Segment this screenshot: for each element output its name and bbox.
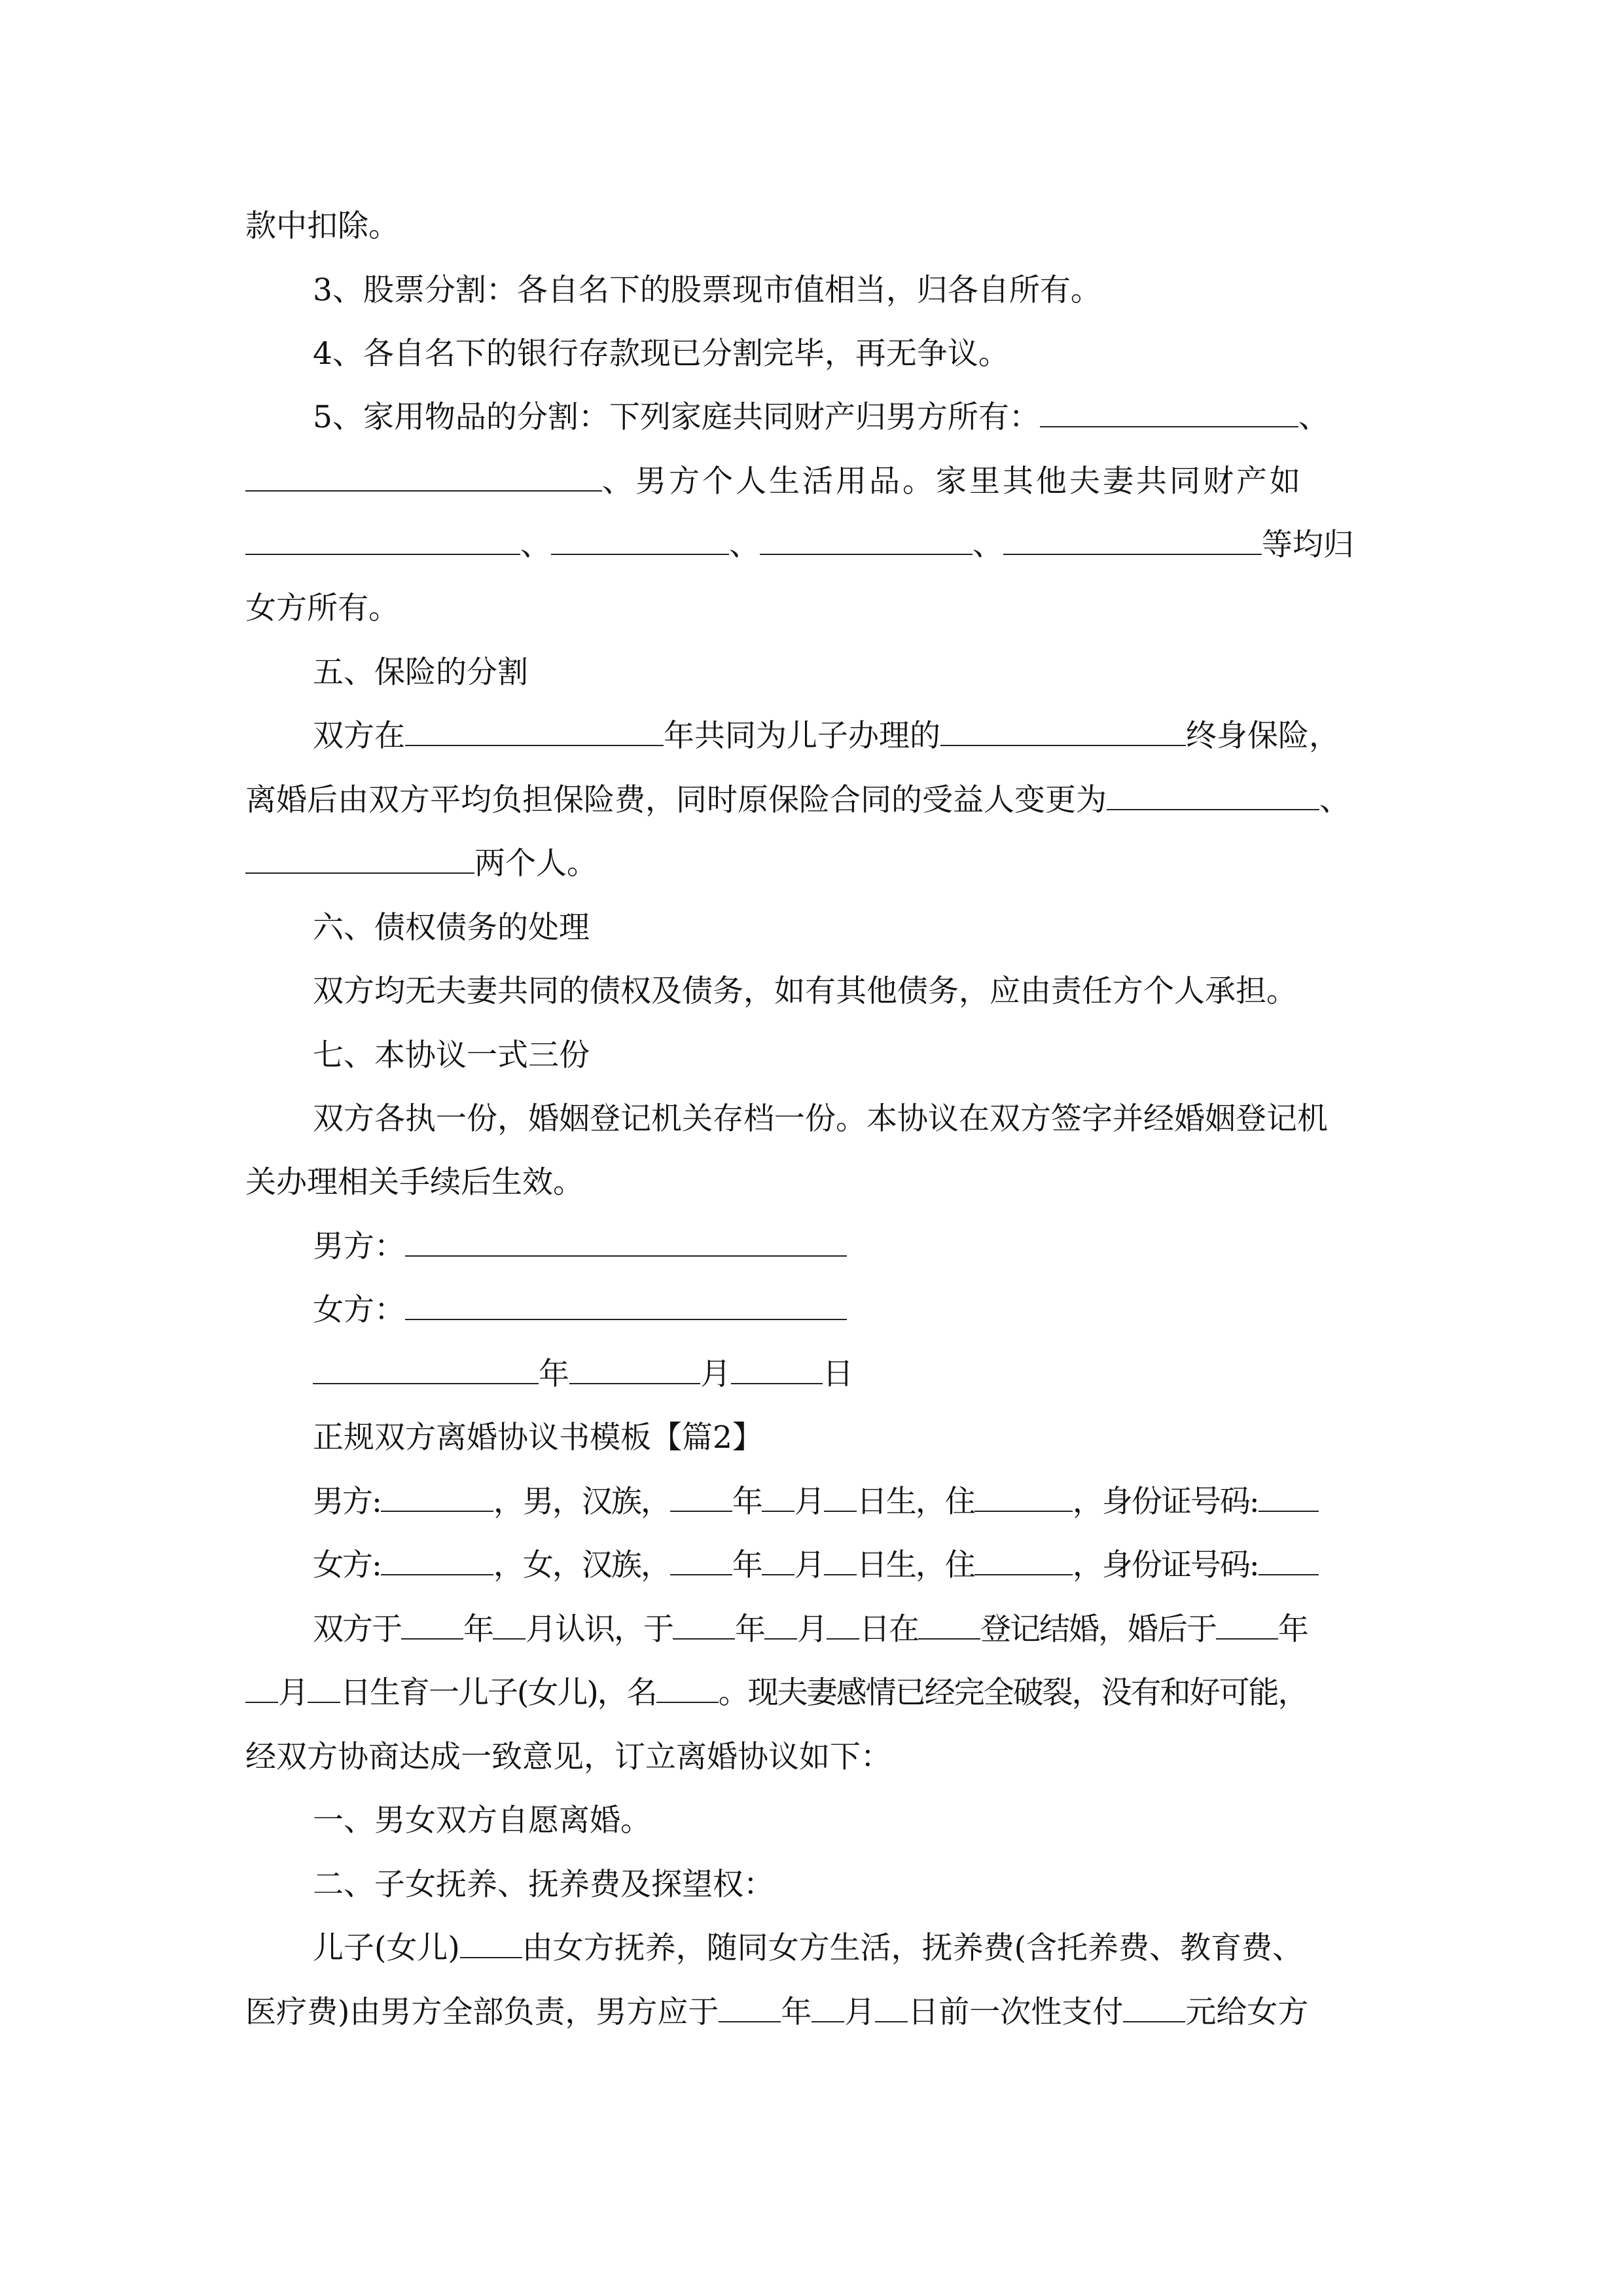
blank-field[interactable]	[974, 1549, 1073, 1575]
blank-field[interactable]	[245, 1677, 278, 1703]
blank-field[interactable]	[405, 720, 664, 746]
blank-field[interactable]	[1107, 784, 1319, 810]
text-line: 双方各执一份，婚姻登记机关存档一份。本协议在双方签字并经婚姻登记机	[313, 1101, 1328, 1137]
text-line: 款中扣除。	[245, 208, 399, 244]
text-line: 医疗费)由男方全部负责，男方应于 年 月 日前一次性支付 元给女方	[245, 1994, 1309, 2030]
text-line: 男方: ，男，汉族， 年 月 日生，住 ，身份证号码:	[313, 1482, 1319, 1522]
blank-field[interactable]	[762, 1549, 794, 1575]
text-line: 双方在 年共同为儿子办理的 终身保险，	[313, 718, 1340, 754]
text-line: 经双方协商达成一致意见，订立离婚协议如下：	[245, 1739, 891, 1775]
section-heading: 二、子女抚养、抚养费及探望权：	[313, 1867, 774, 1903]
signature-field-male[interactable]	[405, 1230, 847, 1257]
blank-field[interactable]	[1216, 1613, 1278, 1640]
blank-field[interactable]	[381, 1486, 493, 1512]
blank-field[interactable]	[824, 1486, 857, 1512]
blank-field[interactable]	[940, 720, 1186, 746]
text-line: 关办理相关手续后生效。	[245, 1164, 584, 1200]
blank-field[interactable]	[1123, 1996, 1185, 2022]
text-line: 双方均无夫妻共同的债权及债务，如有其他债务，应由责任方个人承担。	[313, 973, 1297, 1009]
blank-field[interactable]	[762, 1486, 794, 1512]
text-line: 4、各自名下的银行存款现已分割完毕，再无争议。	[313, 336, 1009, 372]
section-heading: 六、债权债务的处理	[313, 910, 590, 946]
blank-field[interactable]	[1003, 529, 1262, 555]
blank-field[interactable]	[1258, 1549, 1319, 1575]
blank-field[interactable]	[1040, 401, 1298, 427]
document-title: 正规双方离婚协议书模板【篇2】	[313, 1420, 763, 1456]
text-line: 女方所有。	[245, 590, 399, 626]
blank-field[interactable]	[308, 1677, 340, 1703]
date-day-field[interactable]	[731, 1358, 823, 1384]
section-heading: 一、男女双方自愿离婚。	[313, 1803, 651, 1839]
blank-field[interactable]	[670, 1486, 732, 1512]
blank-field[interactable]	[245, 848, 474, 874]
blank-field[interactable]	[673, 1613, 735, 1640]
section-heading: 七、本协议一式三份	[313, 1037, 590, 1073]
blank-field[interactable]	[875, 1996, 908, 2022]
signature-field-female[interactable]	[405, 1294, 847, 1320]
text-line: 3、股票分割：各自名下的股票现市值相当，归各自所有。	[313, 272, 1101, 308]
section-heading: 五、保险的分割	[313, 655, 528, 691]
date-year-field[interactable]	[313, 1358, 539, 1384]
date-month-field[interactable]	[569, 1358, 700, 1384]
blank-field[interactable]	[493, 1613, 526, 1640]
blank-field[interactable]	[551, 529, 729, 555]
blank-field[interactable]	[760, 529, 972, 555]
text-line: 月 日生育一儿子(女儿)，名 。现夫妻感情已经完全破裂，没有和好可能，	[245, 1674, 1308, 1713]
text-line: 离婚后由双方平均负担保险费，同时原保险合同的受益人变更为 、	[245, 782, 1350, 818]
blank-field[interactable]	[401, 1613, 463, 1640]
text-line: 女方: ，女，汉族， 年 月 日生，住 ，身份证号码:	[313, 1546, 1319, 1585]
text-line: 5、家用物品的分割：下列家庭共同财产归男方所有： 、	[313, 399, 1329, 435]
blank-field[interactable]	[1258, 1486, 1319, 1512]
blank-field[interactable]	[812, 1996, 844, 2022]
date-line: 年 月 日	[313, 1355, 853, 1394]
blank-field[interactable]	[824, 1549, 857, 1575]
text-line: 儿子(女儿) 由女方抚养，随同女方生活，抚养费(含托养费、教育费、	[313, 1930, 1304, 1966]
text-line: 两个人。	[245, 844, 597, 884]
signature-male: 男方：	[313, 1227, 847, 1266]
blank-field[interactable]	[764, 1613, 797, 1640]
text-line: 、男方个人生活用品。家里其他夫妻共同财产如	[245, 462, 1303, 501]
blank-field[interactable]	[670, 1549, 732, 1575]
blank-field[interactable]	[245, 529, 520, 555]
blank-field[interactable]	[827, 1613, 859, 1640]
blank-field[interactable]	[656, 1677, 719, 1703]
blank-field[interactable]	[719, 1996, 781, 2022]
blank-field[interactable]	[381, 1549, 493, 1575]
blank-field[interactable]	[245, 465, 602, 492]
text-line: 、 、 、 等均归	[245, 526, 1354, 565]
blank-field[interactable]	[974, 1486, 1073, 1512]
blank-field[interactable]	[460, 1932, 522, 1958]
blank-field[interactable]	[918, 1613, 980, 1640]
signature-female: 女方：	[313, 1291, 847, 1330]
text-line: 双方于 年 月认识，于 年 月 日在 登记结婚，婚后于 年	[313, 1611, 1308, 1647]
